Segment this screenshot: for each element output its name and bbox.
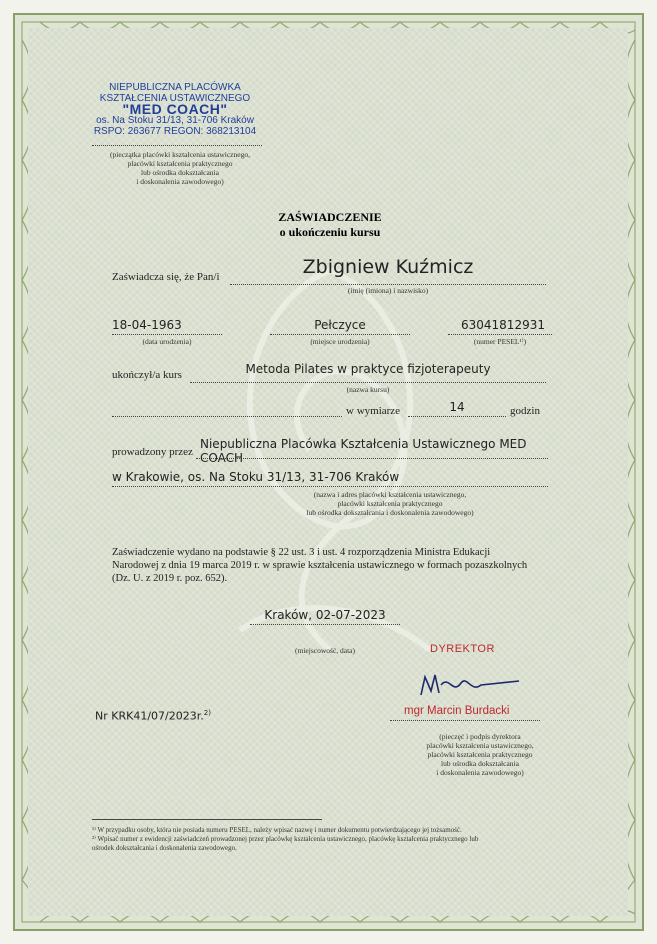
birth-date-caption: (data urodzenia) [142,337,192,346]
stamp-caption-1: (pieczątka placówki kształcenia ustawicznego, [110,150,250,159]
stamp-line-2: KSZTAŁCENIA USTAWICZNEGO [99,93,251,104]
director-caption [400,732,560,777]
birth-date-dotted-line [112,334,222,335]
director-dotted-line [390,720,540,721]
hours-dotted-line [408,416,506,417]
issue-place-date: Kraków, 02-07-2023 [264,608,386,622]
course-second-dotted-line [112,416,342,417]
hours-unit: godzin [510,405,540,417]
birth-place: Pełczyce [314,318,366,332]
stamp-line-5: RSPO: 263677 REGON: 368213104 [93,126,257,137]
course-dotted-line [190,382,546,383]
person-dotted-line [230,284,546,285]
footnote-2-cont: ośrodek dokształcania i doskonalenia zawodowego. [92,844,237,852]
organizer-caption-3: lub ośrodka dokształcania i doskonalenia zawodowego) [306,508,474,517]
legal-basis [112,546,552,585]
organizer-label: prowadzony przez [112,446,193,458]
document-title [200,210,460,240]
pesel-dotted-line [448,334,552,335]
stamp-dotted-line [92,145,262,146]
legal-line-2: Narodowej z dnia 19 marca 2019 r. w sprawie kształcenia ustawicznego w formach pozaszkolnych [112,560,528,571]
director-name: mgr Marcin Burdacki [404,705,510,717]
stamp-caption [80,150,280,186]
stamp-caption-2: placówki kształcenia praktycznego [127,159,233,168]
organizer-caption-2: placówki kształcenia praktycznego [337,499,443,508]
institution-stamp [80,82,270,137]
course-label: ukończył/a kurs [112,369,182,381]
birth-place-caption: (miejsce urodzenia) [310,337,370,346]
organizer-caption-1: (nazwa i adres placówki kształcenia ustawicznego, [313,490,467,499]
organizer-address-dotted-line [112,486,548,487]
issue-dotted-line [250,624,400,625]
footnote-1: ¹⁾ W przypadku osoby, która nie posiada numeru PESEL, należy wpisać nazwę i numer dokumentu potwierdzającego jej tożsamość. [92,826,462,834]
director-title: DYREKTOR [430,643,495,655]
certificate-number-sup: 2) [203,709,211,717]
organizer-address: w Krakowie, os. Na Stoku 31/13, 31-706 Kraków [112,470,400,484]
course-name: Metoda Pilates w praktyce fizjoterapeuty [245,362,491,376]
director-caption-3: placówki kształcenia praktycznego [427,750,533,759]
person-label: Zaświadcza się, że Pan/i [112,271,220,283]
issue-caption: (miejscowość, data) [295,646,355,655]
person-name: Zbigniew Kuźmicz [302,256,474,278]
certificate-number [95,709,211,723]
stamp-caption-3: lub ośrodka dokształcania [141,168,219,177]
pesel-caption: (numer PESEL¹⁾) [473,337,527,346]
director-caption-2: placówki kształcenia ustawicznego, [426,741,534,750]
organizer-name: Niepubliczna Placówka Kształcenia Ustawicznego MED COACH [200,437,527,465]
person-name-caption: (imię (imiona) i nazwisko) [347,286,429,295]
birth-date: 18-04-1963 [112,318,182,332]
hours-label: w wymiarze [346,405,401,417]
stamp-caption-4: i doskonalenia zawodowego) [136,177,224,186]
footnotes [92,826,572,853]
stamp-line-3: "MED COACH" [122,101,228,117]
footnote-separator [92,819,322,820]
stamp-line-1: NIEPUBLICZNA PLACÓWKA [109,82,241,93]
director-signature [415,665,525,705]
legal-line-3: (Dz. U. z 2019 r. poz. 652). [112,573,228,584]
title-line-2: o ukończeniu kursu [279,225,381,239]
course-name-caption: (nazwa kursu) [346,385,390,394]
director-caption-5: i doskonalenia zawodowego) [436,768,524,777]
director-caption-1: (pieczęć i podpis dyrektora [439,732,521,741]
organizer-caption [230,490,550,517]
birth-place-dotted-line [270,334,410,335]
pesel-number: 63041812931 [461,318,545,332]
hours-value: 14 [449,400,465,414]
footnote-2: ²⁾ Wpisać numer z ewidencji zaświadczeń prowadzonej przez placówkę kształcenia ustawicznego, placówkę kształcenia praktycznego lub [92,835,479,843]
title-line-1: ZAŚWIADCZENIE [278,210,382,224]
certificate-number-text: Nr KRK41/07/2023r. [95,709,204,723]
stamp-line-4: os. Na Stoku 31/13, 31-706 Kraków [96,115,254,126]
legal-line-1: Zaświadczenie wydano na podstawie § 22 ust. 3 i ust. 4 rozporządzenia Ministra Edukacji [112,547,491,558]
director-caption-4: lub ośrodka dokształcania [441,759,519,768]
